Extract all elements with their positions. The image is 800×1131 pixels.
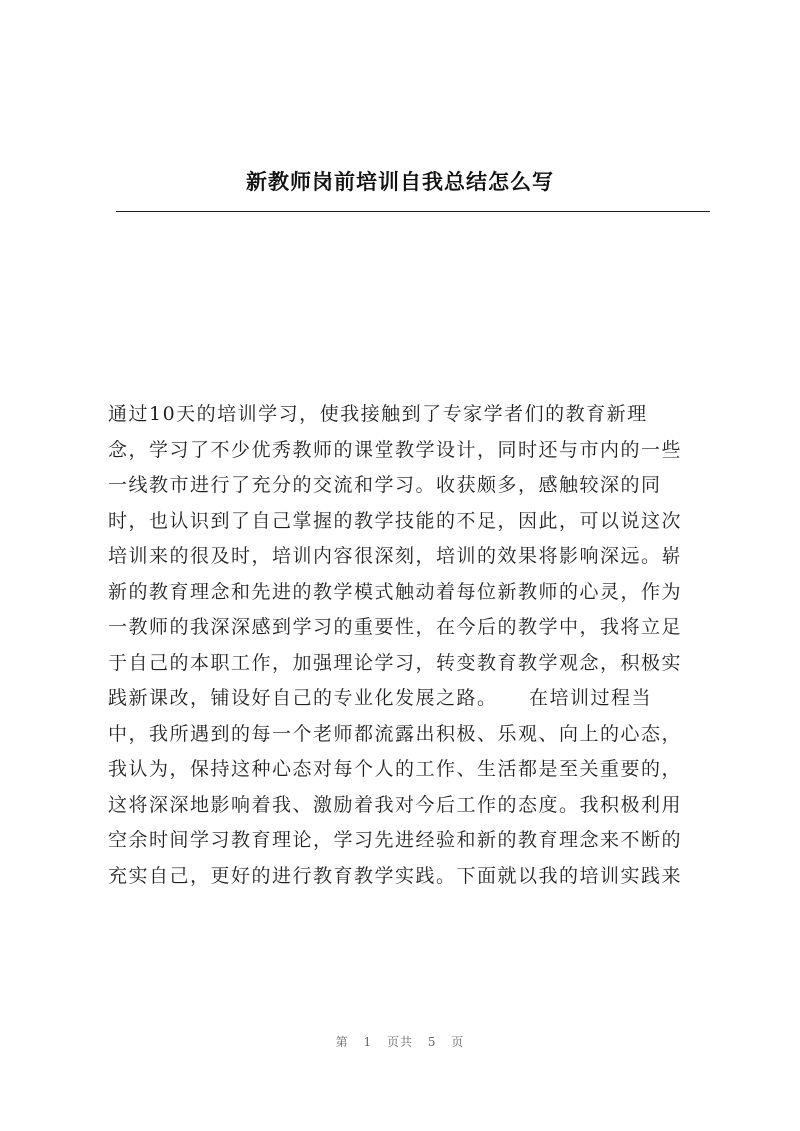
body-line: 一教师的我深深感到学习的重要性，在今后的教学中，我将立足 xyxy=(108,616,683,638)
body-line: 充实自己，更好的进行教育教学实践。下面就以我的培训实践来 xyxy=(108,864,683,887)
body-line: 我认为，保持这种心态对每个人的工作、生活都是至关重要的， xyxy=(108,758,683,780)
footer-middle: 页共 xyxy=(386,1035,413,1049)
body-line: 通过10天的培训学习，使我接触到了专家学者们的教育新理 xyxy=(108,403,648,425)
body-line: 一线教市进行了充分的交流和学习。收获颇多，感触较深的同 xyxy=(108,474,662,496)
body-line: 践新课改，铺设好自己的专业化发展之路。 在培训过程当 xyxy=(108,687,653,709)
page-footer xyxy=(0,1033,800,1050)
body-line: 念，学习了不少优秀教师的课堂教学设计，同时还与市内的一些 xyxy=(108,438,683,461)
document-body xyxy=(108,397,712,894)
body-line: 新的教育理念和先进的教学模式触动着每位新教师的心灵，作为 xyxy=(108,580,683,603)
body-line: 于自己的本职工作，加强理论学习，转变教育教学观念，积极实 xyxy=(108,651,683,674)
body-line: 培训来的很及时，培训内容很深刻，培训的效果将影响深远。崭 xyxy=(108,545,683,567)
body-line: 这将深深地影响着我、激励着我对今后工作的态度。我积极利用 xyxy=(108,793,683,816)
footer-prefix: 第 xyxy=(335,1035,349,1049)
footer-total-pages: 5 xyxy=(427,1035,437,1049)
body-line: 时，也认识到了自己掌握的教学技能的不足，因此，可以说这次 xyxy=(108,509,683,532)
body-line: 中，我所遇到的每一个老师都流露出积极、乐观、向上的心态， xyxy=(108,722,683,745)
footer-suffix: 页 xyxy=(451,1035,465,1049)
footer-page-number: 1 xyxy=(363,1035,373,1049)
body-line: 空余时间学习教育理论，学习先进经验和新的教育理念来不断的 xyxy=(108,829,683,851)
title-underline-rule xyxy=(116,211,710,212)
document-title: 新教师岗前培训自我总结怎么写 xyxy=(246,169,554,194)
